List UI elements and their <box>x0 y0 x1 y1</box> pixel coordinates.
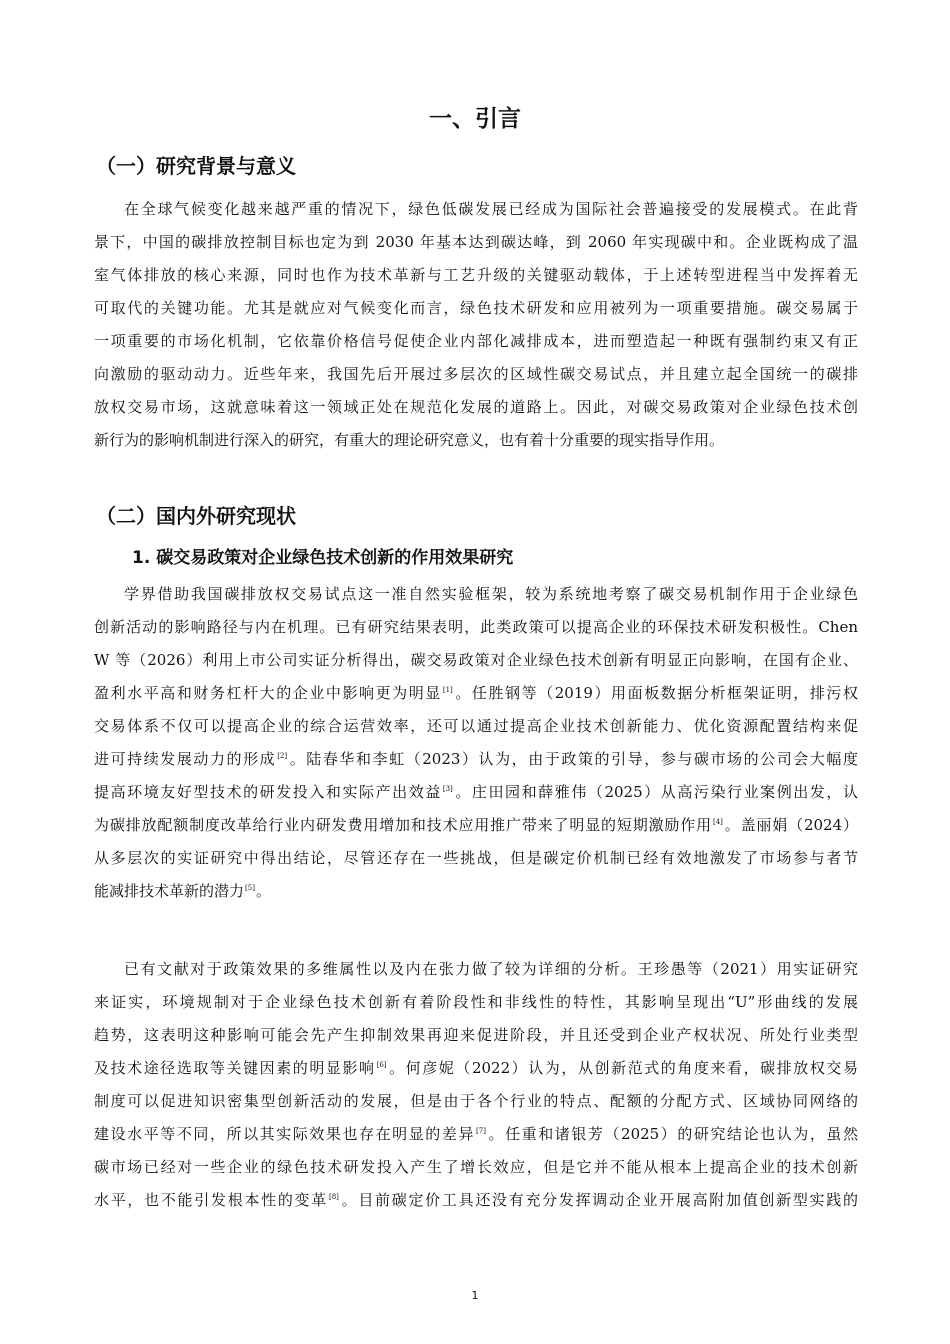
text-line <box>94 1184 858 1217</box>
text-segment: 盈利水平高和财务杠杆大的企业中影响更为明显 <box>94 684 442 702</box>
subsection-heading-effect: 1. 碳交易政策对企业绿色技术创新的作用效果研究 <box>132 548 514 568</box>
text-line <box>94 986 858 1019</box>
section-heading-research-status: （二）国内外研究现状 <box>96 504 296 528</box>
text-segment: 。何彦妮（2022）认为，从创新范式的角度来看，碳排放权交易 <box>387 1059 858 1077</box>
text-segment: 学界借助我国碳排放权交易试点这一准自然实验框架，较为系统地考察了碳交易机制作用于企业绿色 <box>124 585 858 603</box>
text-line: 可取代的关键功能。尤其是就应对气候变化而言，绿色技术研发和应用被列为一项重要措施。碳交易属于 <box>94 299 858 317</box>
text-segment: 能减排技术革新的潜力 <box>94 882 245 900</box>
text-segment: 水平，也不能引发根本性的变革 <box>94 1191 328 1209</box>
text-segment: W 等（2026）利用上市公司实证分析得出，碳交易政策对企业绿色技术创新有明显正向影响，在国有企业、 <box>94 651 858 669</box>
text-line <box>94 1085 858 1118</box>
text-line: 向激励的驱动动力。近些年来，我国先后开展过多层次的区域性碳交易试点，并且建立起全国统一的碳排 <box>94 365 858 383</box>
text-segment: 进可持续发展动力的形成 <box>94 750 277 768</box>
text-line <box>94 1118 858 1151</box>
text-segment: 。陆春华和李虹（2023）认为，由于政策的引导，参与碳市场的公司会大幅度 <box>288 750 858 768</box>
text-line: 景下，中国的碳排放控制目标也定为到 2030 年基本达到碳达峰，到 2060 年实现碳中和。企业既构成了温 <box>94 233 858 251</box>
text-segment: 从多层次的实证研究中得出结论，尽管还存在一些挑战，但是碳定价机制已经有效地激发了市场参与者节 <box>94 849 858 867</box>
chapter-title: 一、引言 <box>429 106 521 132</box>
text-line <box>94 875 858 908</box>
text-line: 在全球气候变化越来越严重的情况下，绿色低碳发展已经成为国际社会普遍接受的发展模式。在此背 <box>124 200 858 218</box>
text-line: 一项重要的市场化机制，它依靠价格信号促使企业内部化减排成本，进而塑造起一种既有强制约束又有正 <box>94 332 858 350</box>
text-segment: 。目前碳定价工具还没有充分发挥调动企业开展高附加值创新型实践的 <box>339 1191 858 1209</box>
citation-ref: [5] <box>245 884 255 892</box>
text-segment: 。庄田园和薛雅伟（2025）从高污染行业案例出发，认 <box>453 783 858 801</box>
citation-ref: [3] <box>442 785 453 793</box>
text-line: 放权交易市场，这就意味着这一领域正处在规范化发展的道路上。因此，对碳交易政策对企业绿色技术创 <box>94 398 858 416</box>
text-segment: 及技术途径选取等关键因素的明显影响 <box>94 1059 376 1077</box>
text-line: 新行为的影响机制进行深入的研究，有重大的理论研究意义，也有着十分重要的现实指导作用。 <box>94 431 725 449</box>
citation-ref: [4] <box>712 818 723 826</box>
text-line <box>94 809 858 842</box>
text-segment: 趋势，这表明这种影响可能会先产生抑制效果再迎来促进阶段，并且还受到企业产权状况、所处行业类型 <box>94 1026 858 1044</box>
paragraph-effect-research <box>94 578 858 908</box>
section-heading-background: （一）研究背景与意义 <box>96 154 296 178</box>
text-line <box>94 578 858 611</box>
text-line <box>94 953 858 986</box>
citation-ref: [2] <box>277 752 288 760</box>
text-segment: 建设水平等不同，所以其实际效果也存在明显的差异 <box>94 1125 476 1143</box>
text-line <box>94 1019 858 1052</box>
text-line <box>94 710 858 743</box>
text-segment: 交易体系不仅可以提高企业的综合运营效率，还可以通过提高企业技术创新能力、优化资源配置结构来促 <box>94 717 858 735</box>
text-line <box>94 1052 858 1085</box>
text-segment: 碳市场已经对一些企业的绿色技术研发投入产生了增长效应，但是它并不能从根本上提高企业的技术创新 <box>94 1158 858 1176</box>
text-segment: 。任重和诸银芳（2025）的研究结论也认为，虽然 <box>486 1125 858 1143</box>
citation-ref: [7] <box>476 1127 486 1135</box>
text-segment: 。 <box>255 882 271 900</box>
text-line <box>94 644 858 677</box>
text-line <box>94 611 858 644</box>
text-line <box>94 842 858 875</box>
citation-ref: [8] <box>328 1193 339 1201</box>
text-segment: 已有文献对于政策效果的多维属性以及内在张力做了较为详细的分析。王珍愚等（2021）用实证研究 <box>124 960 858 978</box>
text-segment: 来证实，环境规制对于企业绿色技术创新有着阶段性和非线性的特性，其影响呈现出“U”形曲线的发展 <box>94 993 858 1011</box>
text-line <box>94 677 858 710</box>
citation-ref: [6] <box>376 1061 387 1069</box>
text-segment: 制度可以促进知识密集型创新活动的发展，但是由于各个行业的特点、配额的分配方式、区域协同网络的 <box>94 1092 858 1110</box>
text-segment: 。盖丽娟（2024） <box>723 816 858 834</box>
text-segment: 为碳排放配额制度改革给行业内研发费用增加和技术应用推广带来了明显的短期激励作用 <box>94 816 712 834</box>
text-segment: 。任胜钢等（2019）用面板数据分析框架证明，排污权 <box>453 684 858 702</box>
citation-ref: [1] <box>442 686 453 694</box>
text-line <box>94 743 858 776</box>
text-line: 室气体排放的核心来源，同时也作为技术革新与工艺升级的关键驱动载体，于上述转型进程当中发挥着无 <box>94 266 858 284</box>
text-segment: 提高环境友好型技术的研发投入和实际产出效益 <box>94 783 442 801</box>
paragraph-background <box>94 193 858 457</box>
text-line <box>94 1151 858 1184</box>
text-segment: 创新活动的影响路径与内在机理。已有研究结果表明，此类政策可以提高企业的环保技术研发积极性。Chen <box>94 618 858 636</box>
paragraph-multidimensional <box>94 953 858 1217</box>
page-number: 1 <box>471 1289 479 1302</box>
text-line <box>94 776 858 809</box>
